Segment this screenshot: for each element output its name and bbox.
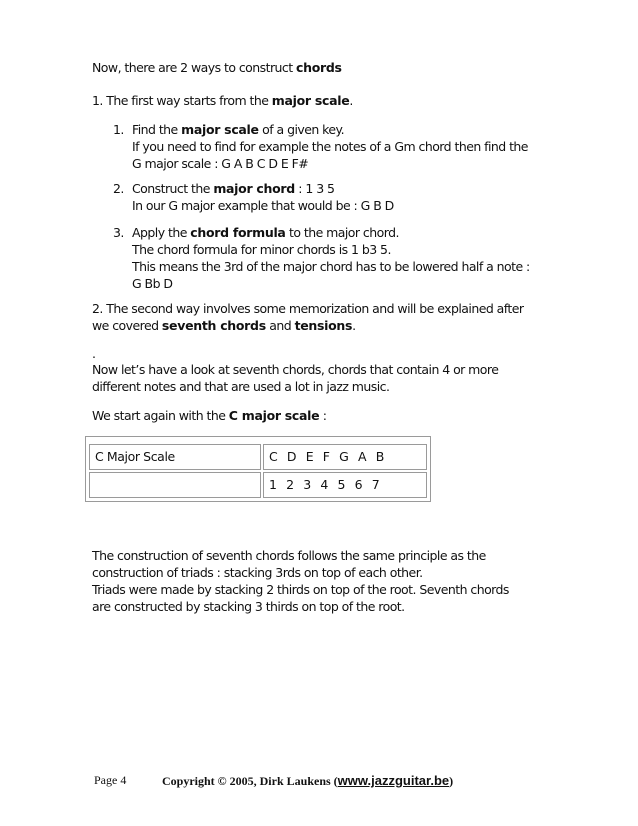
construction-line4: are constructed by stacking 3 thirds on top of the root.: [92, 599, 405, 614]
step1-line2: If you need to find for example the notes of a Gm chord then find the: [132, 139, 528, 154]
seventh-intro-line1: Now let’s have a look at seventh chords, chords that contain 4 or more: [92, 362, 499, 377]
way2-bold-tensions: tensions: [294, 318, 353, 333]
step2-bold: major chord: [213, 181, 295, 196]
way1-post: .: [349, 93, 353, 108]
step2-pre: Construct the: [132, 181, 214, 196]
way2-mid: and: [265, 318, 295, 333]
start-again-bold: C major scale: [228, 408, 320, 423]
step2-post: : 1 3 5: [294, 181, 335, 196]
construction-line2: construction of triads : stacking 3rds on top of each other.: [92, 565, 423, 580]
step3-pre: Apply the: [132, 225, 191, 240]
step1-line3: G major scale : G A B C D E F#: [132, 156, 309, 171]
step1-post: of a given key.: [258, 122, 345, 137]
footer-copyright: [162, 773, 453, 789]
step1-pre: Find the: [132, 122, 182, 137]
step1-bold: major scale: [181, 122, 259, 137]
intro-text: Now, there are 2 ways to construct: [92, 60, 297, 75]
step3-line4: G Bb D: [132, 276, 173, 291]
way2-bold-seventh-chords: seventh chords: [161, 318, 266, 333]
step3-post: to the major chord.: [285, 225, 399, 240]
c-major-scale-table: [85, 436, 431, 502]
start-again-post: :: [319, 408, 327, 423]
way1-line: [92, 92, 353, 109]
way2-line1: 2. The second way involves some memorization and will be explained after: [92, 301, 524, 316]
table-cell-label: C Major Scale: [89, 444, 261, 470]
step3-line3: This means the 3rd of the major chord has to be lowered half a note :: [132, 259, 530, 274]
way1-bold-major-scale: major scale: [271, 93, 350, 108]
intro-line: [92, 59, 342, 76]
footer-page-number: Page 4: [94, 773, 127, 787]
stray-dot: .: [92, 346, 96, 361]
footer-copyright-text: Copyright © 2005, Dirk Laukens (: [162, 774, 338, 788]
start-again-line: [92, 407, 326, 424]
step2-line2: In our G major example that would be : G B D: [132, 198, 394, 213]
seventh-intro-line2: different notes and that are used a lot in jazz music.: [92, 379, 390, 394]
footer-url-link[interactable]: www.jazzguitar.be: [337, 773, 450, 788]
step1-line1: [132, 121, 344, 138]
way2-line2: [92, 317, 356, 334]
step3-line2: The chord formula for minor chords is 1 b3 5.: [132, 242, 391, 257]
table-cell-empty: [89, 472, 261, 498]
way2-pre: we covered: [92, 318, 162, 333]
step2-number: 2.: [113, 181, 124, 196]
intro-bold-chords: chords: [296, 60, 342, 75]
step2-line1: [132, 180, 334, 197]
footer-close-paren: ): [449, 774, 454, 788]
construction-line3: Triads were made by stacking 2 thirds on top of the root. Seventh chords: [92, 582, 509, 597]
start-again-pre: We start again with the: [92, 408, 229, 423]
step3-line1: [132, 224, 399, 241]
way2-post: .: [352, 318, 356, 333]
construction-line1: The construction of seventh chords follows the same principle as the: [92, 548, 486, 563]
step3-bold: chord formula: [190, 225, 286, 240]
way1-text: 1. The first way starts from the: [92, 93, 272, 108]
table-cell-degrees: 1 2 3 4 5 6 7: [263, 472, 427, 498]
step1-number: 1.: [113, 122, 124, 137]
step3-number: 3.: [113, 225, 124, 240]
table-cell-notes: C D E F G A B: [263, 444, 427, 470]
